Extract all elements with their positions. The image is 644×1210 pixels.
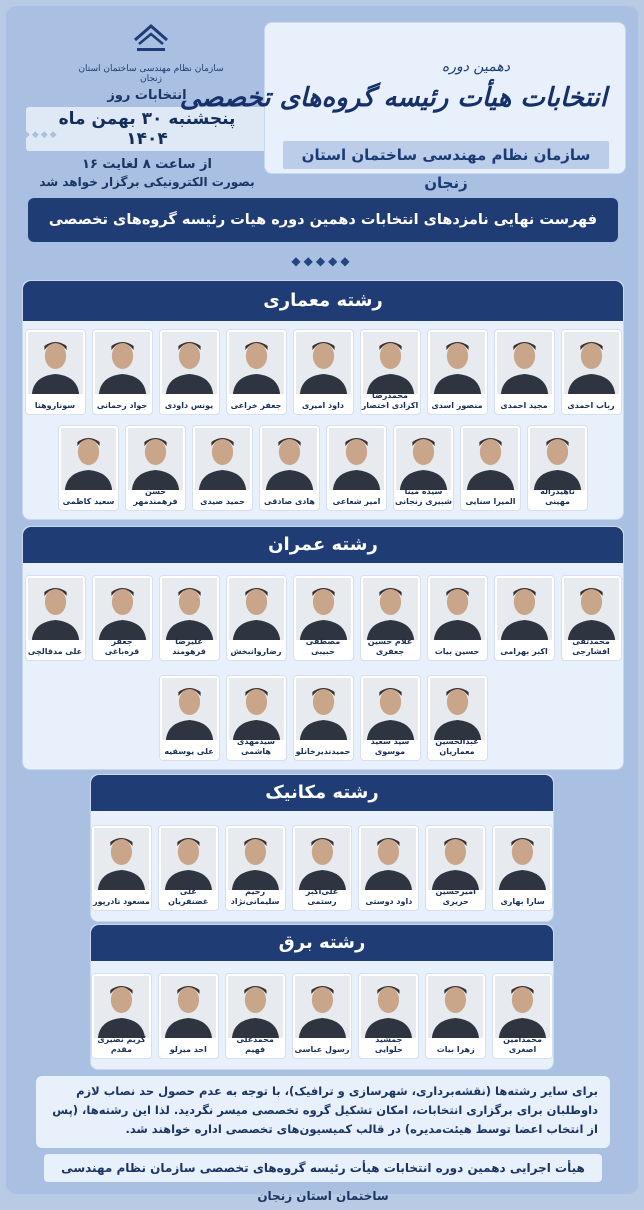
candidate-photo <box>229 678 284 740</box>
candidate-photo <box>229 578 284 640</box>
candidate-photo <box>229 332 284 394</box>
candidate-card <box>494 329 555 415</box>
candidate-name: جعفر قره‌باغی <box>104 637 140 656</box>
footer-signature: هیأت اجرایی دهمین دوره انتخابات هیأت رئیسه گروه‌های تخصصی سازمان نظام مهندسی ساختمان استان زنجان <box>44 1154 602 1182</box>
candidate-card <box>225 973 286 1059</box>
title-card <box>179 22 626 192</box>
candidate-card <box>360 675 421 761</box>
candidate-photo <box>28 578 83 640</box>
date-label: انتخابات روز <box>107 88 187 103</box>
candidate-card <box>358 825 419 911</box>
candidate-name: علی یوسفیه <box>164 747 214 756</box>
candidate-card <box>125 425 186 511</box>
candidate-name: علی‌اکبر رستمی <box>305 887 339 906</box>
poster <box>6 6 638 1203</box>
candidate-card <box>425 825 486 911</box>
candidate-card <box>226 575 287 661</box>
candidate-name: المیرا سنایی <box>465 497 516 506</box>
candidate-name: اکبر بهرامی <box>500 647 548 656</box>
candidate-card <box>226 675 287 761</box>
candidate-name: حمید صیدی <box>200 497 245 506</box>
election-method: بصورت الکترونیکی برگزار خواهد شد <box>39 175 255 189</box>
candidate-card <box>494 575 555 661</box>
candidate-photo <box>161 828 216 890</box>
candidate-name: ناهیدزاله مهینی <box>540 487 575 506</box>
candidate-card <box>158 825 219 911</box>
candidate-photo <box>430 678 485 740</box>
candidate-card <box>292 825 353 911</box>
candidate-card <box>360 329 421 415</box>
candidate-photo <box>296 678 351 740</box>
diamond-separator: ◆◆◆◆◆ <box>291 254 353 268</box>
candidate-name: علی غضنفریان <box>168 887 209 906</box>
candidate-name: جواد رحمانی <box>96 401 148 410</box>
candidate-card <box>92 329 153 415</box>
candidate-name: زهرا بیات <box>436 1045 475 1054</box>
candidate-photo <box>61 428 116 490</box>
election-date: پنجشنبه ۳۰ بهمن ماه ۱۴۰۴ <box>26 107 268 151</box>
candidate-photo <box>396 428 451 490</box>
candidate-card <box>293 675 354 761</box>
candidate-name: محمدتقی افشارجی <box>572 637 610 656</box>
candidate-card <box>91 825 152 911</box>
candidate-name: سوناروهنا <box>34 401 76 410</box>
candidate-card <box>358 973 419 1059</box>
candidate-name: یونس داودی <box>164 401 214 410</box>
candidate-photo <box>497 332 552 394</box>
candidate-name: غلام حسین جعفری <box>367 637 413 656</box>
candidate-name: مجید احمدی <box>500 401 548 410</box>
civil-row-1 <box>23 575 623 661</box>
candidate-name: سید سعید موسوی <box>370 737 410 756</box>
candidate-card <box>226 329 287 415</box>
civil-row-2 <box>23 675 623 761</box>
candidate-photo <box>430 578 485 640</box>
candidate-photo <box>363 578 418 640</box>
candidate-card <box>25 329 86 415</box>
candidate-name: داود امیری <box>302 401 344 410</box>
candidate-photo <box>228 976 283 1038</box>
candidate-card <box>158 973 219 1059</box>
candidate-name: محمدعلی فهیم <box>236 1035 274 1054</box>
section-title-electrical: رشته برق <box>91 925 553 961</box>
candidate-name: مصطفی حبیبی <box>305 637 341 656</box>
candidate-card <box>360 575 421 661</box>
organization-logo-block <box>76 22 226 84</box>
candidate-card <box>425 973 486 1059</box>
candidate-card <box>427 675 488 761</box>
candidate-photo <box>428 976 483 1038</box>
candidate-photo <box>95 332 150 394</box>
candidate-card <box>527 425 588 511</box>
candidate-name: حسن فرهمندمهر <box>133 487 178 506</box>
candidate-name: عبدالحسین معماریان <box>435 737 479 756</box>
candidate-photo <box>95 578 150 640</box>
candidate-photo <box>497 578 552 640</box>
candidate-card <box>91 973 152 1059</box>
section-electrical <box>90 924 554 1070</box>
candidate-photo <box>430 332 485 394</box>
candidate-photo <box>162 332 217 394</box>
candidate-name: سعید کاظمی <box>62 497 115 506</box>
candidate-card <box>159 675 220 761</box>
candidate-name: داود دوستی <box>365 897 413 906</box>
candidate-card <box>492 825 553 911</box>
section-title-mechanical: رشته مکانیک <box>91 775 553 811</box>
candidate-photo <box>161 976 216 1038</box>
candidate-name: رحیم سلیمانی‌نژاد <box>230 887 280 906</box>
candidate-card <box>192 425 253 511</box>
title-period: دهمین دوره <box>441 59 510 75</box>
candidate-card <box>159 329 220 415</box>
section-title-civil: رشته عمران <box>23 527 623 563</box>
candidate-photo <box>329 428 384 490</box>
candidate-card <box>326 425 387 511</box>
candidate-name: احد میرلو <box>169 1045 207 1054</box>
candidate-name: کریم نصیری مقدم <box>97 1035 146 1054</box>
candidate-name: حسین بیات <box>434 647 480 656</box>
architecture-row-1 <box>23 329 623 415</box>
candidate-name: رضاروانبخش <box>230 647 282 656</box>
mechanical-row-1 <box>91 825 553 911</box>
candidate-photo <box>564 578 619 640</box>
candidate-card <box>492 973 553 1059</box>
electrical-row-1 <box>91 973 553 1059</box>
candidate-name: محمدرضا اکرادی اختصار <box>361 391 419 410</box>
candidate-card <box>561 329 622 415</box>
other-fields-note: برای سایر رشته‌ها (نقشه‌برداری، شهرسازی و ترافیک)، با توجه به عدم حصول حد نصاب لازم داوطلبان برای برگزاری انتخابات، امکان تشکیل گروه تخصصی میسر نگردید. لذا این رشته‌ها، (پس از انتخاب اعضا توسط هیئت‌مدیره) در قالب کمیسیون‌های تخصصی اداره خواهند شد. <box>36 1076 610 1148</box>
house-logo-icon <box>131 22 171 56</box>
candidate-photo <box>428 828 483 890</box>
candidate-name: محمدامین اصغری <box>503 1035 542 1054</box>
candidate-card <box>561 575 622 661</box>
candidate-photo <box>296 578 351 640</box>
candidate-card <box>293 575 354 661</box>
candidate-name: علیرضا فرهومند <box>172 637 206 656</box>
candidate-card <box>92 575 153 661</box>
candidate-name: جمشید حلوایی <box>374 1035 403 1054</box>
candidate-photo <box>94 976 149 1038</box>
candidate-photo <box>530 428 585 490</box>
candidate-card <box>293 329 354 415</box>
candidate-photo <box>564 332 619 394</box>
section-title-architecture: رشته معماری <box>23 281 623 321</box>
candidate-card <box>58 425 119 511</box>
candidate-name: حمیدندیرخانلو <box>295 747 351 756</box>
candidate-card <box>460 425 521 511</box>
candidate-photo <box>162 578 217 640</box>
candidate-name: سارا بهاری <box>500 897 545 906</box>
candidate-name: جعفر خزاعی <box>230 401 282 410</box>
section-mechanical <box>90 774 554 922</box>
architecture-row-2 <box>23 425 623 511</box>
candidate-card <box>393 425 454 511</box>
candidate-photo <box>296 332 351 394</box>
title-organization: سازمان نظام مهندسی ساختمان استان زنجان <box>283 141 609 169</box>
candidate-card <box>427 329 488 415</box>
candidate-name: هادی صادقی <box>264 497 315 506</box>
candidate-photo <box>495 976 550 1038</box>
candidate-card <box>225 825 286 911</box>
candidate-photo <box>361 976 416 1038</box>
candidate-name: علی مدقالچی <box>27 647 83 656</box>
candidate-photo <box>262 428 317 490</box>
candidate-name: امیرحسین حریری <box>435 887 476 906</box>
candidate-photo <box>463 428 518 490</box>
candidate-name: منصور اسدی <box>431 401 483 410</box>
candidate-photo <box>495 828 550 890</box>
candidate-photo <box>162 678 217 740</box>
candidate-photo <box>363 332 418 394</box>
candidate-card <box>292 973 353 1059</box>
candidate-name: امیر شعاعی <box>332 497 381 506</box>
section-architecture <box>22 280 624 520</box>
candidate-card <box>427 575 488 661</box>
main-title: انتخابات هیأت رئیسه گروه‌های تخصصی <box>179 83 607 113</box>
candidate-photo <box>94 828 149 890</box>
organization-name: سازمان نظام مهندسی ساختمان استان زنجان <box>78 64 224 84</box>
candidate-name: سیده مینا شبیری زنجانی <box>395 487 452 506</box>
candidate-photo <box>28 332 83 394</box>
candidate-name: مسعود نادرپور <box>92 897 150 906</box>
candidate-photo <box>195 428 250 490</box>
section-civil <box>22 526 624 770</box>
candidates-list-banner: فهرست نهایی نامزدهای انتخابات دهمین دوره هیات رئیسه گروه‌های تخصصی <box>28 198 618 242</box>
candidate-photo <box>363 678 418 740</box>
candidate-card <box>25 575 86 661</box>
candidate-photo <box>361 828 416 890</box>
candidate-name: رسول عباسی <box>294 1045 350 1054</box>
candidate-photo <box>295 828 350 890</box>
candidate-photo <box>295 976 350 1038</box>
candidate-name: رباب احمدی <box>567 401 615 410</box>
candidate-name: سیدمهدی هاشمی <box>237 737 275 756</box>
candidate-card <box>259 425 320 511</box>
diamond-divider-left: ◆◆◆◆◆ <box>14 130 59 140</box>
candidate-photo <box>228 828 283 890</box>
election-hours: از ساعت ۸ لغایت ۱۶ <box>82 157 212 172</box>
candidate-card <box>159 575 220 661</box>
candidate-photo <box>128 428 183 490</box>
